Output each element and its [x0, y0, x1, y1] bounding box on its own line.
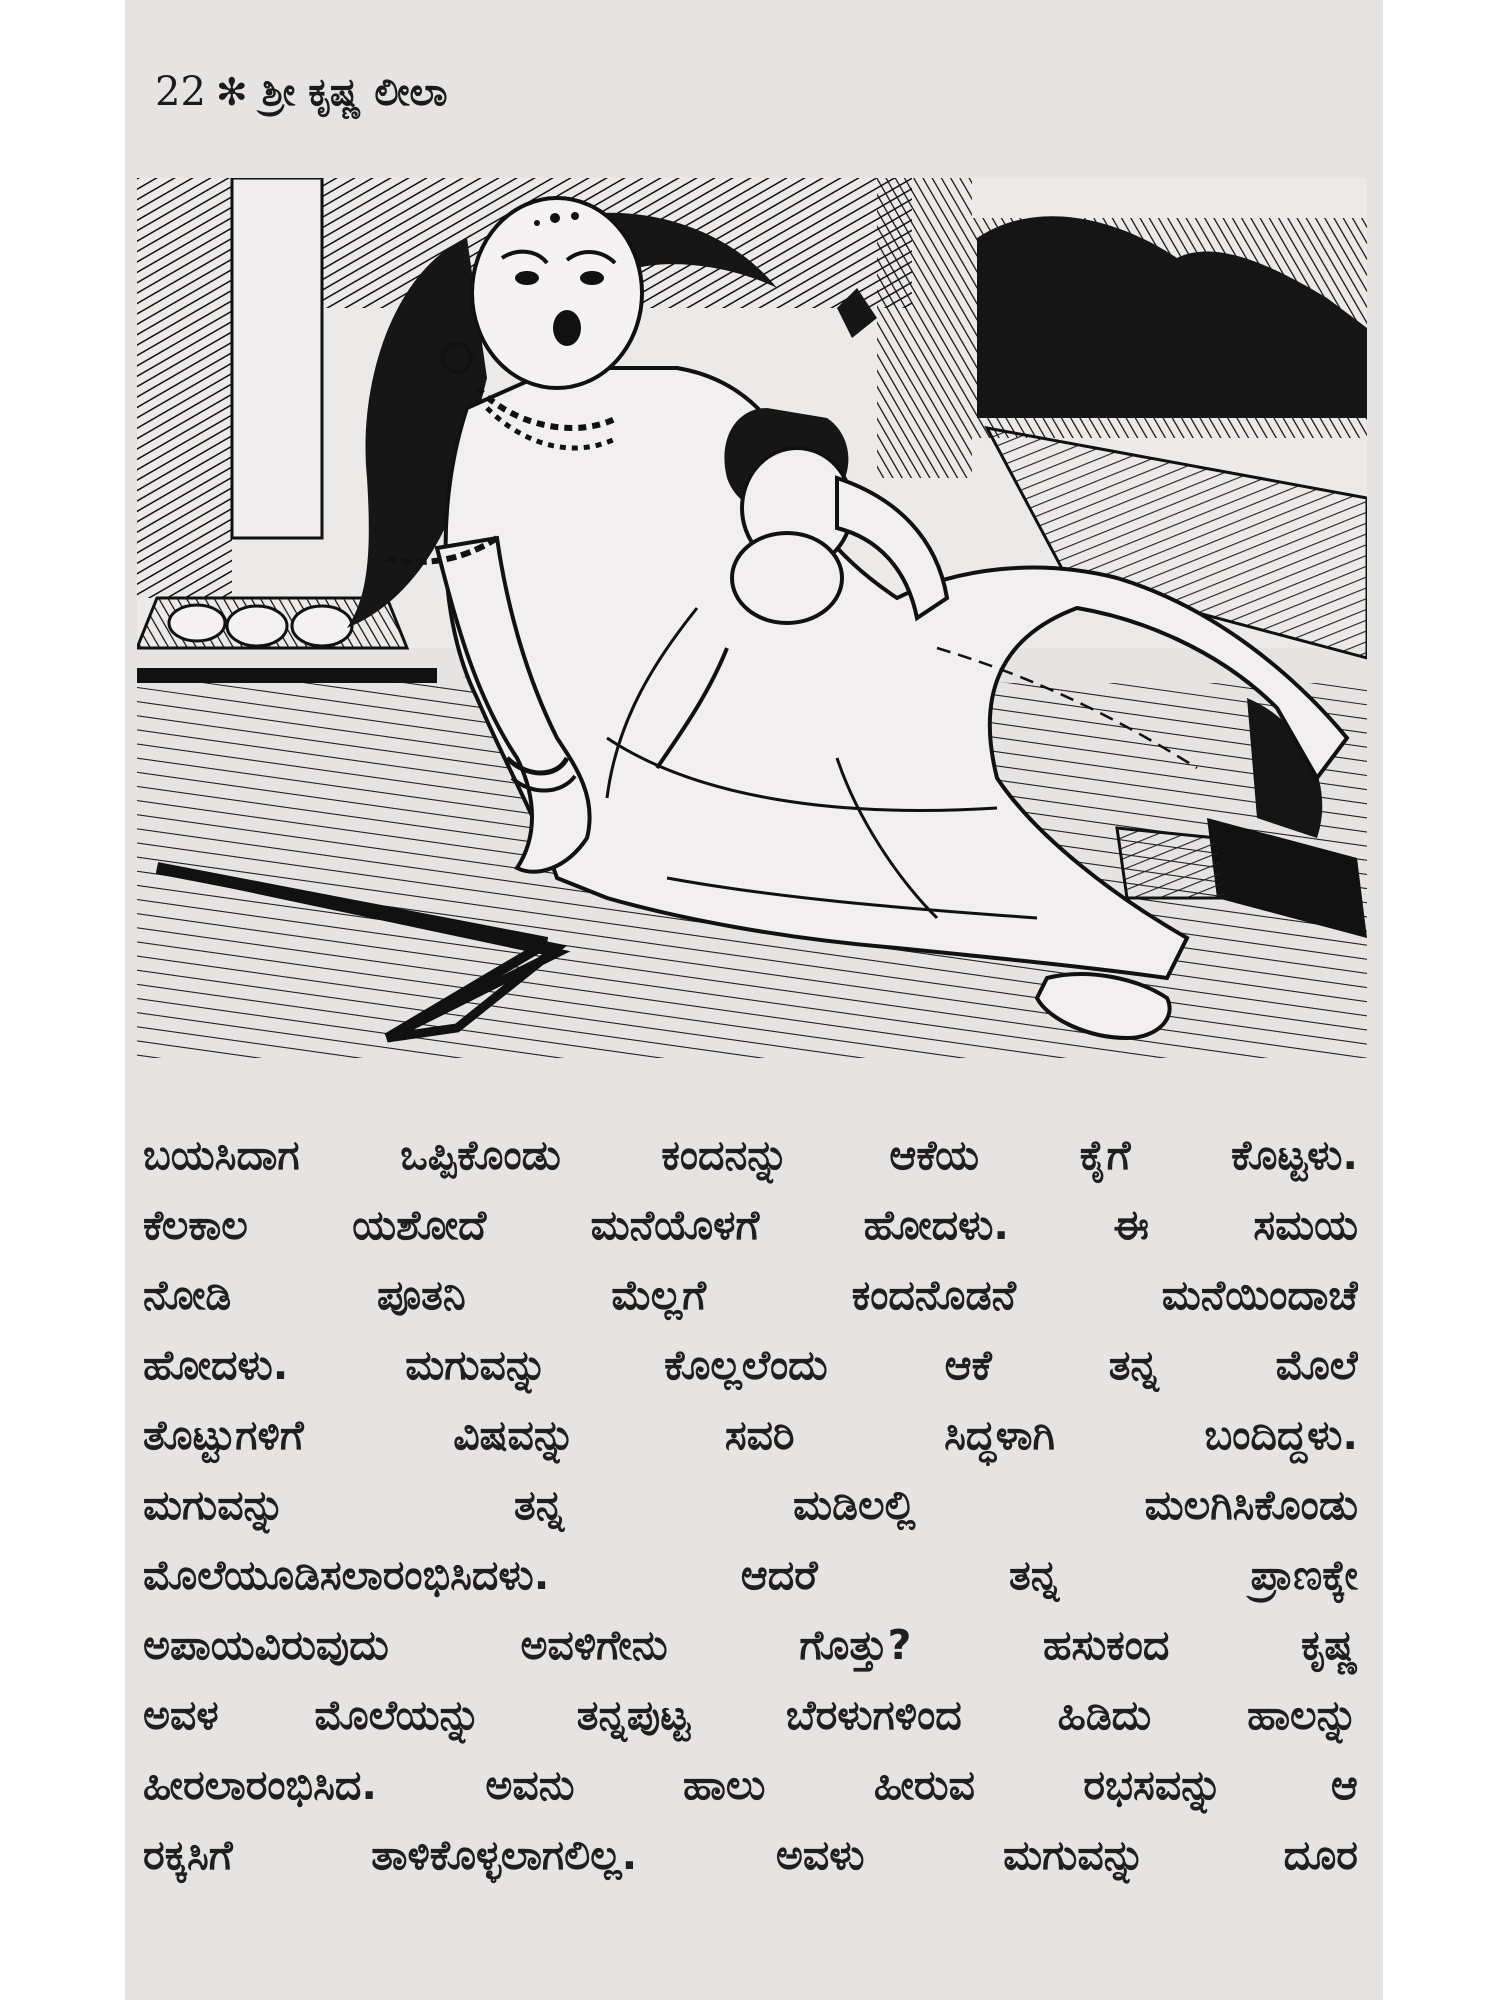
asterism-separator: ✻	[215, 70, 248, 114]
text-line: ಹೀರಲಾರಂಭಿಸಿದ. ಅವನು ಹಾಲು ಹೀರುವ ರಭಸವನ್ನು ಆ	[143, 1761, 1358, 1809]
text-line: ಹೋದಳು. ಮಗುವನ್ನು ಕೊಲ್ಲಲೆಂದು ಆಕೆ ತನ್ನ ಮೊಲೆ	[143, 1341, 1358, 1389]
body-text	[143, 1120, 1358, 1890]
left-pillar-shadow	[137, 178, 232, 598]
page-number: 22	[155, 69, 206, 115]
open-mouth	[553, 310, 581, 346]
illustration-putana-with-infant-krishna	[137, 178, 1367, 1058]
text-line: ಬಯಸಿದಾಗ ಒಪ್ಪಿಕೊಂಡು ಕಂದನನ್ನು ಆಕೆಯ ಕೈಗೆ ಕೊಟ್ಟಳು.	[143, 1131, 1358, 1179]
text-line: ತೊಟ್ಟುಗಳಿಗೆ ವಿಷವನ್ನು ಸವರಿ ಸಿದ್ಧಳಾಗಿ ಬಂದಿದ್ದಳು.	[143, 1411, 1358, 1459]
text-line: ಕೆಲಕಾಲ ಯಶೋದೆ ಮನೆಯೊಳಗೆ ಹೋದಳು. ಈ ಸಮಯ	[143, 1201, 1358, 1249]
text-line: ಮೊಲೆಯೂಡಿಸಲಾರಂಭಿಸಿದಳು. ಆದರೆ ತನ್ನ ಪ್ರಾಣಕ್ಕೇ	[143, 1551, 1358, 1599]
text-line: ರಕ್ಕಸಿಗೆ ತಾಳಿಕೊಳ್ಳಲಾಗಲಿಲ್ಲ. ಅವಳು ಮಗುವನ್ನು ದೂರ	[143, 1831, 1358, 1879]
page-header	[155, 62, 448, 122]
right-pillar	[877, 178, 972, 478]
text-line: ಅವಳ ಮೊಲೆಯನ್ನು ತನ್ನಪುಟ್ಟ ಬೆರಳುಗಳಿಂದ ಹಿಡಿದು ಹಾಲನ್ನು	[143, 1691, 1358, 1739]
text-line: ನೋಡಿ ಪೂತನಿ ಮೆಲ್ಲಗೆ ಕಂದನೊಡನೆ ಮನೆಯಿಂದಾಚೆ	[143, 1271, 1358, 1319]
book-title: ಶ್ರೀ ಕೃಷ್ಣ ಲೀಲಾ	[261, 69, 448, 114]
text-line: ಮಗುವನ್ನು ತನ್ನ ಮಡಿಲಲ್ಲಿ ಮಲಗಿಸಿಕೊಂಡು	[143, 1481, 1358, 1529]
woman-face	[472, 198, 642, 388]
text-line: ಅಪಾಯವಿರುವುದು ಅವಳಿಗೇನು ಗೊತ್ತು? ಹಸುಕಂದ ಕೃಷ್ಣ	[143, 1621, 1358, 1669]
book-page	[125, 0, 1383, 2000]
